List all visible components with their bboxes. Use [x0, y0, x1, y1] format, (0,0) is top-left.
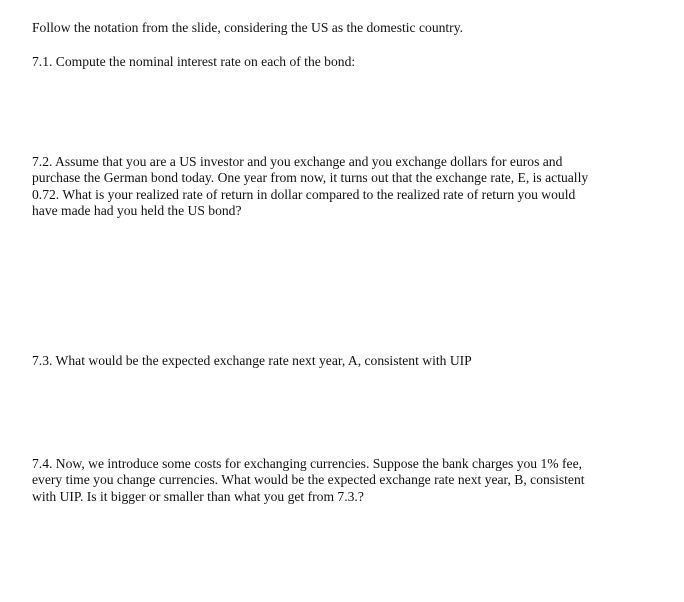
question-7-2: [32, 154, 632, 220]
question-7-2-line: purchase the German bond today. One year from now, it turns out that the exchange rate, E, is actually: [32, 170, 589, 186]
question-7-4-line: every time you change currencies. What would be the expected exchange rate next year, B, consistent: [32, 472, 585, 488]
question-7-3: [32, 353, 632, 369]
question-7-4-line: 7.4. Now, we introduce some costs for exchanging currencies. Suppose the bank charges you 1% fee,: [32, 456, 583, 471]
question-7-4-line: with UIP. Is it bigger or smaller than what you get from 7.3.?: [32, 488, 364, 504]
intro-text: Follow the notation from the slide, considering the US as the domestic country.: [32, 20, 464, 35]
question-7-2-line: have made had you held the US bond?: [32, 203, 242, 219]
question-7-2-line: 0.72. What is your realized rate of return in dollar compared to the realized rate of return you would: [32, 186, 576, 202]
intro-instruction: [32, 20, 632, 36]
question-7-1: [32, 54, 632, 70]
question-7-2-line: 7.2. Assume that you are a US investor and you exchange and you exchange dollars for euros and: [32, 154, 563, 169]
question-7-3-text: 7.3. What would be the expected exchange rate next year, A, consistent with UIP: [32, 353, 472, 368]
question-7-1-text: 7.1. Compute the nominal interest rate on each of the bond:: [32, 54, 356, 69]
question-7-4: [32, 456, 632, 505]
